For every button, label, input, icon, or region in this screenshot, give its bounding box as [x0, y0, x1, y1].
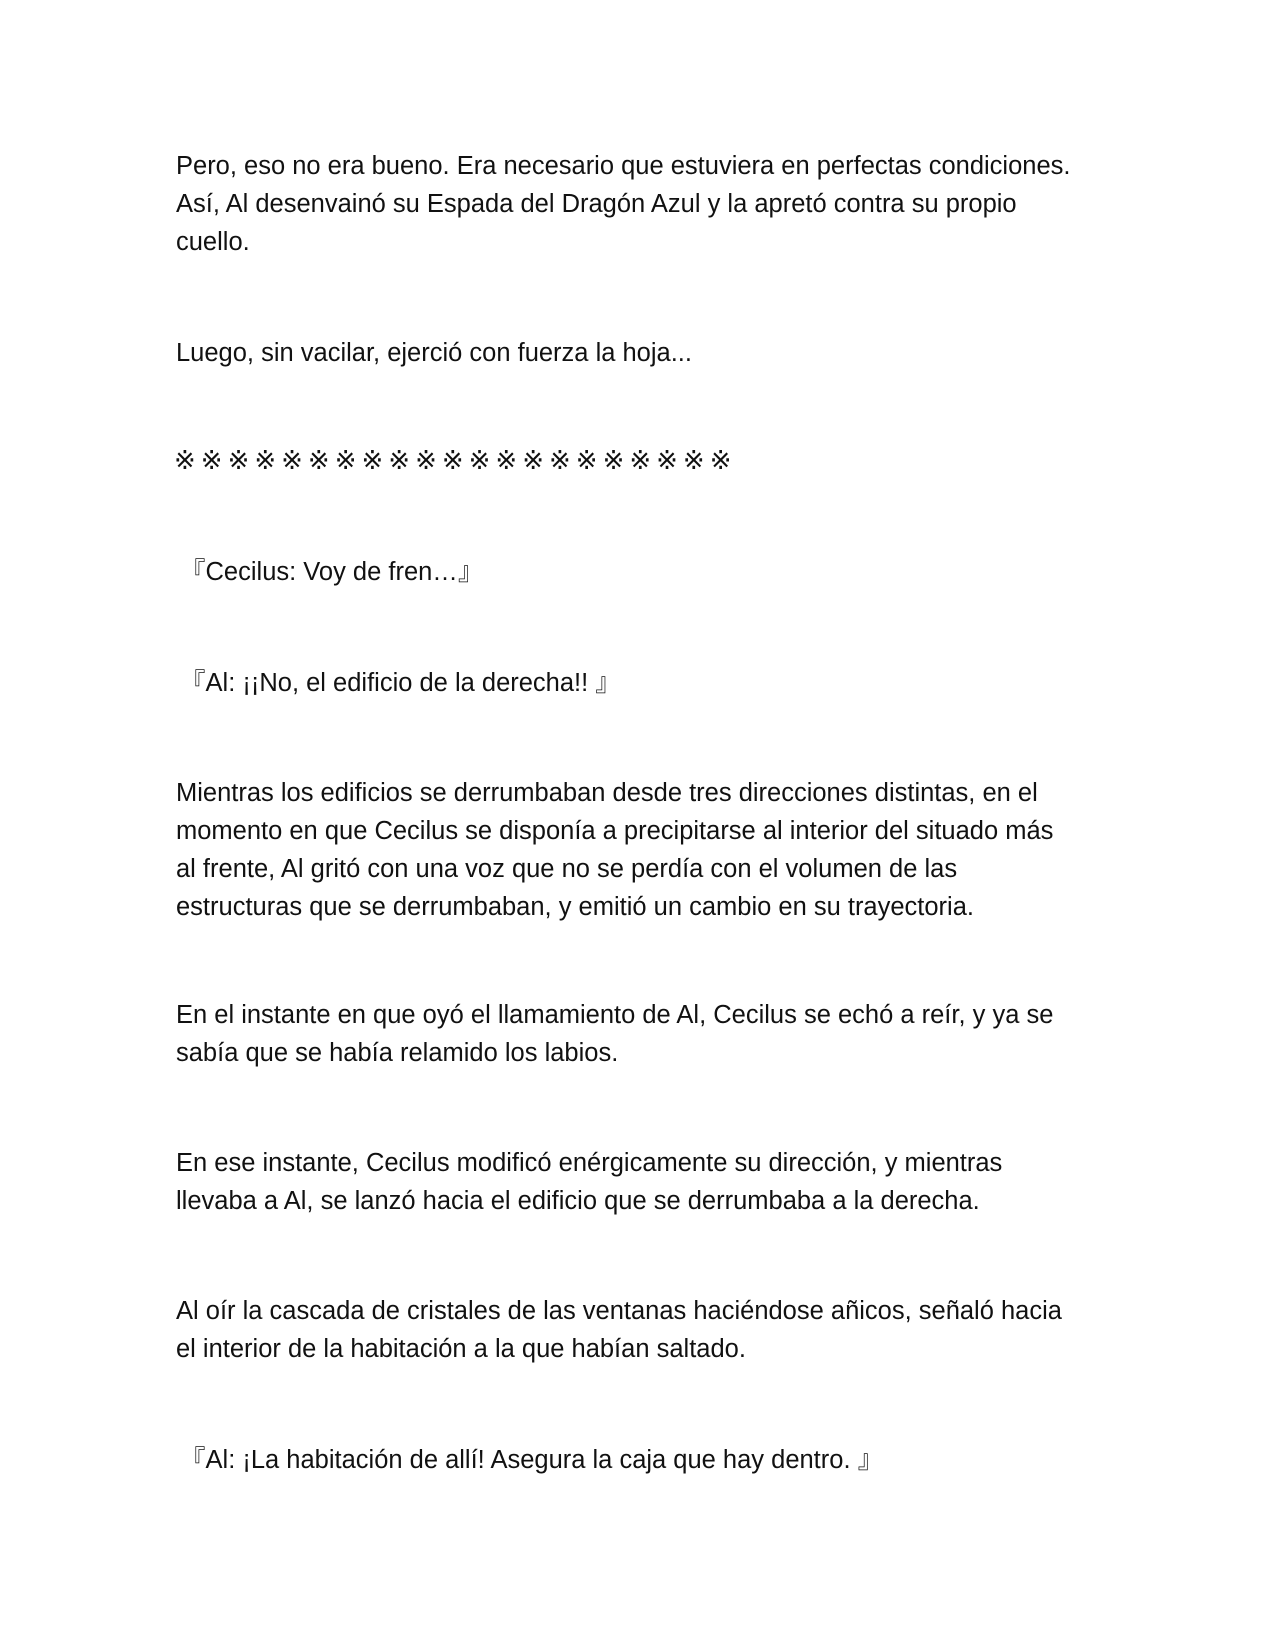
scene-separator: ※※※※※※※※※※※※※※※※※※※※※ [174, 446, 737, 476]
paragraph-line: cuello. [176, 228, 250, 256]
paragraph-line: En ese instante, Cecilus modificó enérgicamente su dirección, y mientras [176, 1149, 1003, 1177]
paragraph-line: estructuras que se derrumbaban, y emitió un cambio en su trayectoria. [176, 893, 974, 921]
paragraph-line: Así, Al desenvainó su Espada del Dragón Azul y la apretó contra su propio [176, 190, 1017, 218]
paragraph-3 [176, 774, 1106, 926]
paragraph-line: momento en que Cecilus se disponía a precipitarse al interior del situado más [176, 817, 1054, 845]
paragraph-line: Al oír la cascada de cristales de las ventanas haciéndose añicos, señaló hacia [176, 1297, 1062, 1325]
dialogue-text: Cecilus: Voy de fren… [205, 558, 458, 586]
close-quote-mark: 』 [595, 668, 621, 698]
open-quote-mark: 『 [180, 668, 206, 698]
dialogue-text: Al: ¡La habitación de allí! Asegura la caja que hay dentro. [205, 1446, 858, 1474]
paragraph-line: al frente, Al gritó con una voz que no se perdía con el volumen de las [176, 855, 958, 883]
dialogue-line-3 [180, 1441, 883, 1479]
paragraph-line: Luego, sin vacilar, ejerció con fuerza la hoja... [176, 339, 692, 367]
paragraph-5 [176, 1144, 1106, 1220]
paragraph-line: Pero, eso no era bueno. Era necesario que estuviera en perfectas condiciones. [176, 152, 1071, 180]
dialogue-line-2 [180, 664, 621, 702]
paragraph-line: Mientras los edificios se derrumbaban desde tres direcciones distintas, en el [176, 779, 1038, 807]
close-quote-mark: 』 [457, 557, 484, 587]
paragraph-1 [176, 147, 1106, 261]
paragraph-line: llevaba a Al, se lanzó hacia el edificio que se derrumbaba a la derecha. [176, 1187, 980, 1215]
close-quote-mark: 』 [857, 1445, 884, 1475]
dialogue-line-1 [180, 553, 483, 591]
open-quote-mark: 『 [180, 557, 206, 587]
paragraph-4 [176, 996, 1106, 1072]
paragraph-line: En el instante en que oyó el llamamiento de Al, Cecilus se echó a reír, y ya se [176, 1001, 1054, 1029]
dialogue-text: Al: ¡¡No, el edificio de la derecha!! [205, 669, 596, 697]
paragraph-6 [176, 1292, 1106, 1368]
open-quote-mark: 『 [180, 1445, 206, 1475]
paragraph-2 [176, 334, 1106, 372]
paragraph-line: el interior de la habitación a la que habían saltado. [176, 1335, 746, 1363]
paragraph-line: sabía que se había relamido los labios. [176, 1039, 619, 1067]
